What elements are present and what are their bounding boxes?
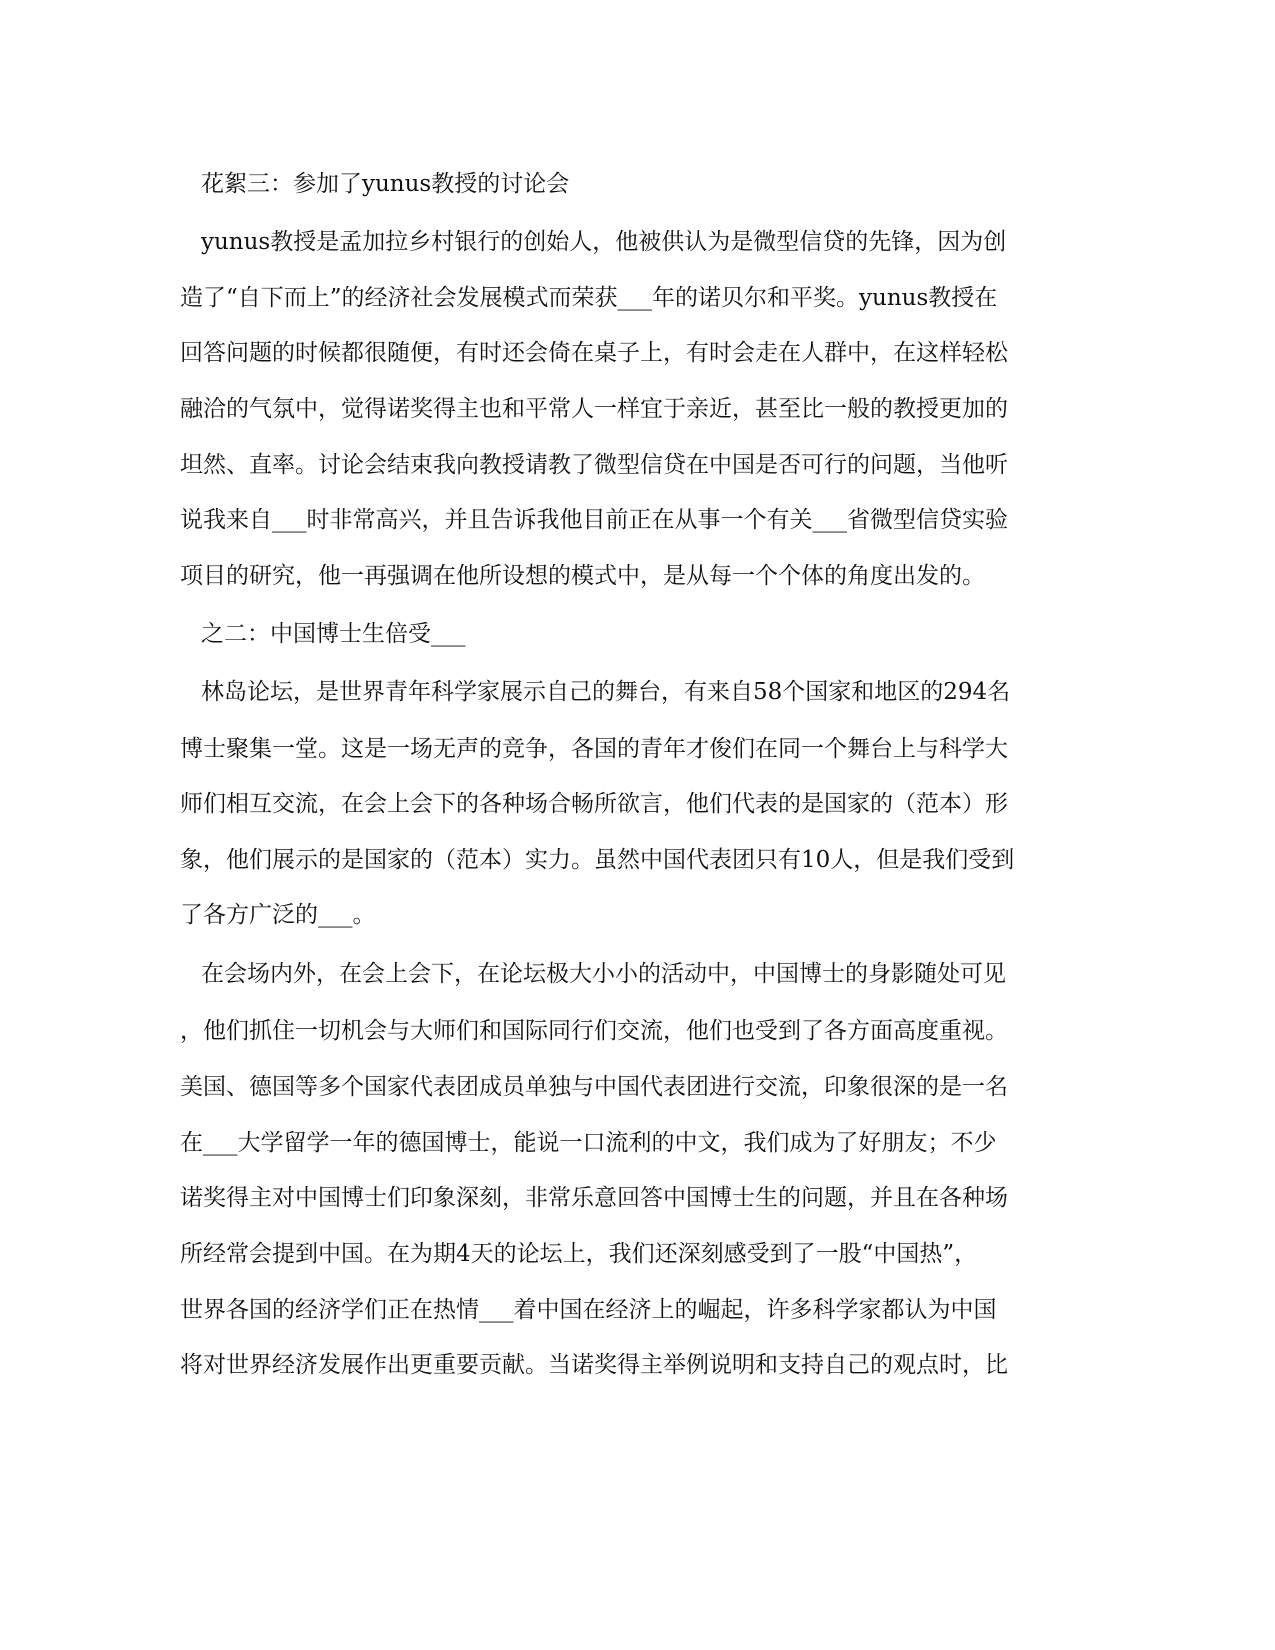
paragraph-line: 融洽的气氛中，觉得诺奖得主也和平常人一样宜于亲近，甚至比一般的教授更加的 [180,396,1008,422]
paragraph-line: 世界各国的经济学们正在热情___着中国在经济上的崛起，许多科学家都认为中国 [180,1297,997,1323]
paragraph-line: 坦然、直率。讨论会结束我向教授请教了微型信贷在中国是否可行的问题，当他听 [180,452,1008,478]
paragraph-line: 师们相互交流，在会上会下的各种场合畅所欲言，他们代表的是国家的（范本）形 [180,791,1008,817]
paragraph-line: 项目的研究，他一再强调在他所设想的模式中，是从每一个个体的角度出发的。 [180,563,985,589]
paragraph-line: 博士聚集一堂。这是一场无声的竞争，各国的青年才俊们在同一个舞台上与科学大 [180,736,1008,762]
paragraph-line: 美国、德国等多个国家代表团成员单独与中国代表团进行交流，印象很深的是一名 [180,1074,1008,1100]
section-heading-part-two: 之二：中国博士生倍受___ [201,621,466,647]
paragraph-line: 造了“自下而上”的经济社会发展模式而荣获___年的诺贝尔和平奖。yunus教授在 [180,285,998,311]
paragraph-line: 将对世界经济发展作出更重要贡献。当诺奖得主举例说明和支持自己的观点时，比 [180,1352,1008,1378]
paragraph-line: 林岛论坛，是世界青年科学家展示自己的舞台，有来自58个国家和地区的294名 [201,679,1011,705]
paragraph-line: 所经常会提到中国。在为期4天的论坛上，我们还深刻感受到了一股“中国热”， [180,1241,978,1267]
paragraph-line: 说我来自___时非常高兴，并且告诉我他目前正在从事一个有关___省微型信贷实验 [180,507,1008,533]
paragraph-line: 诺奖得主对中国博士们印象深刻，非常乐意回答中国博士生的问题，并且在各种场 [180,1185,1008,1211]
paragraph-line: 象，他们展示的是国家的（范本）实力。虽然中国代表团只有10人，但是我们受到 [180,847,1015,873]
paragraph-line: 在___大学留学一年的德国博士，能说一口流利的中文，我们成为了好朋友；不少 [180,1130,997,1156]
paragraph-line: 了各方广泛的___。 [180,902,376,928]
paragraph-line: ，他们抓住一切机会与大师们和国际同行们交流，他们也受到了各方面高度重视。 [180,1018,1008,1044]
section-heading-sidelight-three: 花絮三：参加了yunus教授的讨论会 [201,171,570,197]
paragraph-line: 回答问题的时候都很随便，有时还会倚在桌子上，有时会走在人群中，在这样轻松 [180,340,1008,366]
paragraph-line: yunus教授是孟加拉乡村银行的创始人，他被供认为是微型信贷的先锋，因为创 [201,229,1007,255]
paragraph-line: 在会场内外，在会上会下，在论坛极大小小的活动中，中国博士的身影随处可见 [201,961,1006,987]
